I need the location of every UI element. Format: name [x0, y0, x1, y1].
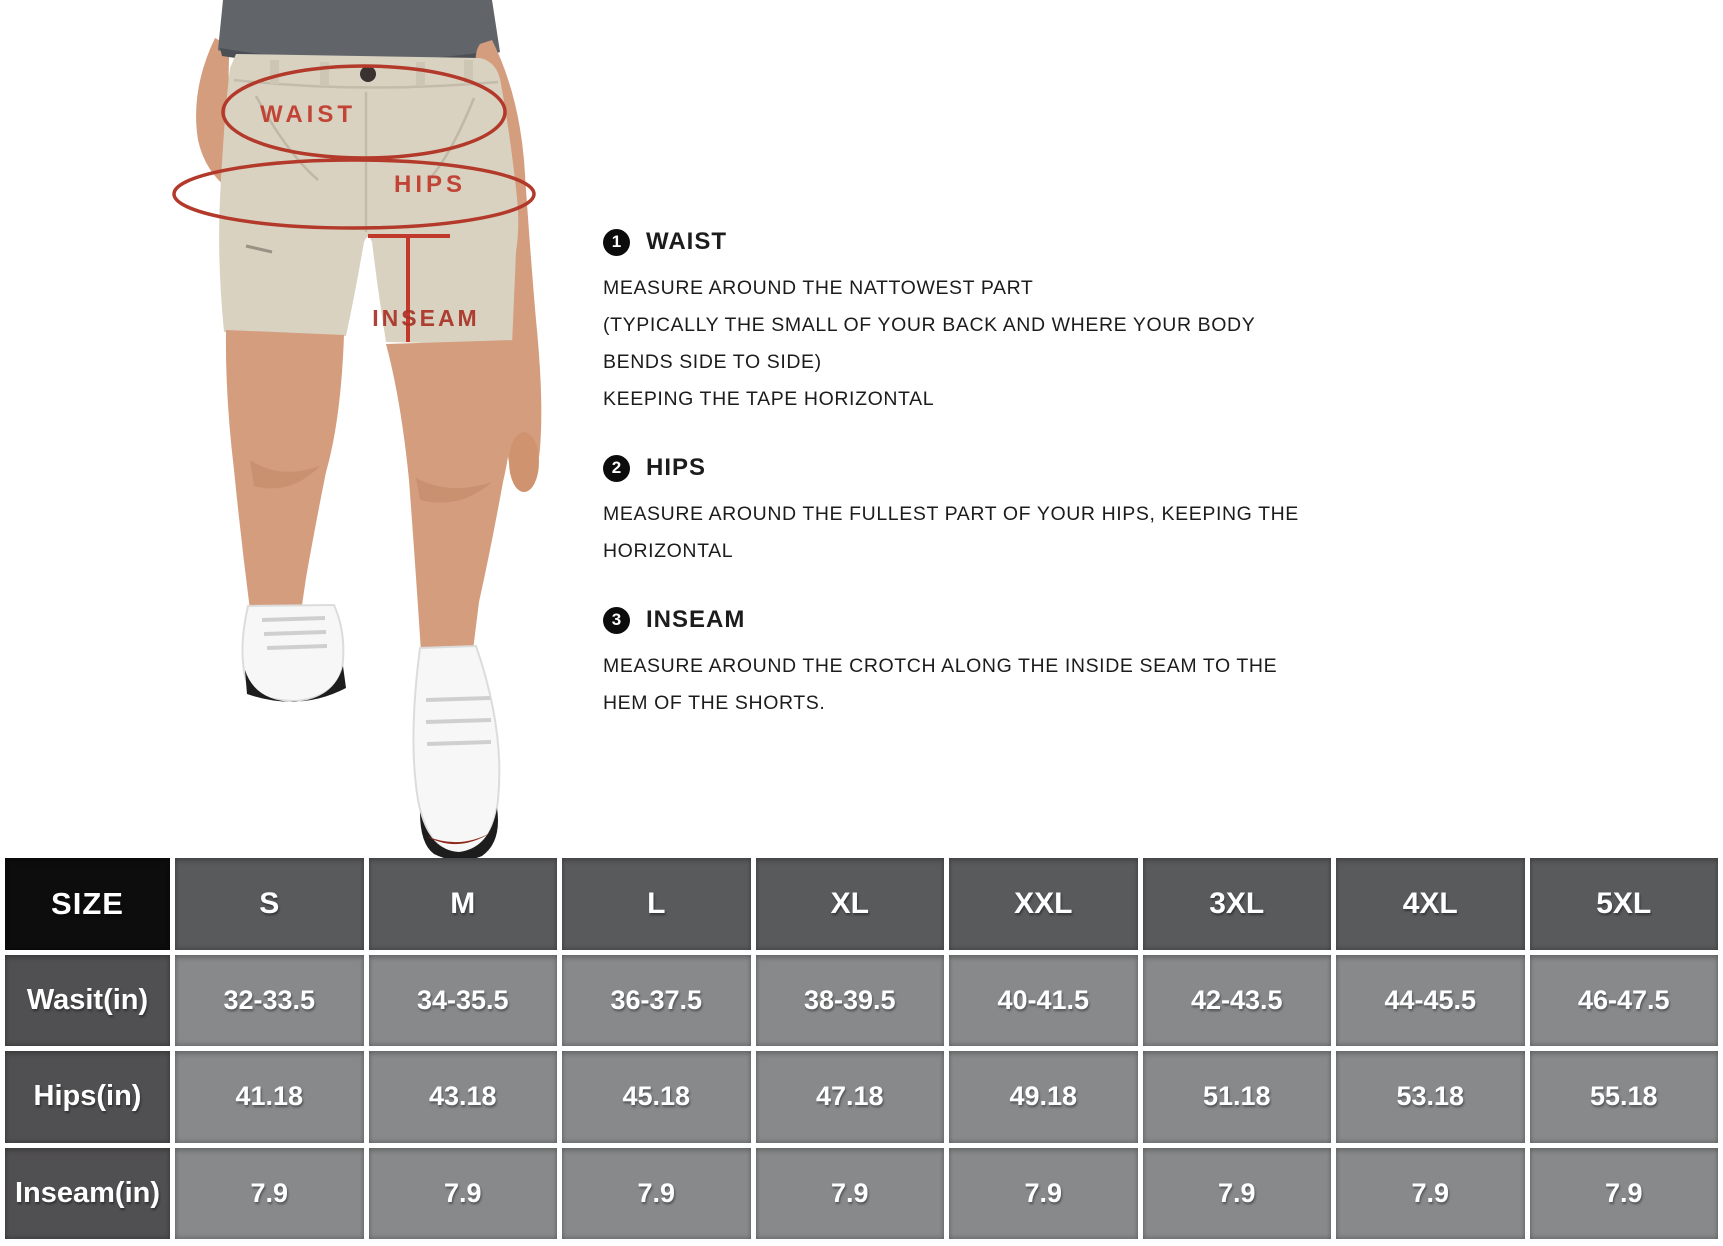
header-cell-s: S: [175, 858, 364, 950]
model-shorts: [219, 54, 518, 345]
table-cell-hips-4xl: 53.18: [1336, 1051, 1525, 1143]
table-cell-waist-4xl: 44-45.5: [1336, 955, 1525, 1047]
table-cell-waist-xl: 38-39.5: [756, 955, 945, 1047]
table-cell-hips-3xl: 51.18: [1143, 1051, 1332, 1143]
hips-annotation-label: HIPS: [393, 171, 467, 198]
model-photo: [120, 0, 600, 858]
header-cell-l: L: [562, 858, 751, 950]
header-cell-size: SIZE: [5, 858, 170, 950]
section-heading: [603, 454, 1403, 482]
row-label-hips: Hips(in): [5, 1051, 170, 1143]
section-title: INSEAM: [646, 606, 746, 633]
instruction-line: MEASURE AROUND THE NATTOWEST PART: [603, 277, 1034, 299]
table-cell-waist-xxl: 40-41.5: [949, 955, 1138, 1047]
table-cell-inseam-s: 7.9: [175, 1148, 364, 1240]
header-cell-xl: XL: [756, 858, 945, 950]
numbered-bullet-icon: 2: [603, 455, 630, 482]
section-heading: [603, 228, 1403, 256]
header-cell-3xl: 3XL: [1143, 858, 1332, 950]
table-cell-hips-m: 43.18: [369, 1051, 558, 1143]
model-left-hand: [509, 432, 539, 492]
table-cell-inseam-xl: 7.9: [756, 1148, 945, 1240]
numbered-bullet-icon: 3: [603, 607, 630, 634]
row-label-waist: Wasit(in): [5, 955, 170, 1047]
waist-annotation-label: WAIST: [260, 101, 356, 128]
instruction-line: (TYPICALLY THE SMALL OF YOUR BACK AND WHERE YOUR BODY: [603, 314, 1256, 336]
table-cell-waist-s: 32-33.5: [175, 955, 364, 1047]
right-shoe: [413, 646, 499, 854]
header-cell-5xl: 5XL: [1530, 858, 1719, 950]
table-cell-waist-l: 36-37.5: [562, 955, 751, 1047]
table-cell-inseam-4xl: 7.9: [1336, 1148, 1525, 1240]
table-cell-hips-xxl: 49.18: [949, 1051, 1138, 1143]
table-cell-inseam-3xl: 7.9: [1143, 1148, 1332, 1240]
table-cell-inseam-m: 7.9: [369, 1148, 558, 1240]
instruction-section-hips: [603, 454, 1403, 570]
table-cell-waist-5xl: 46-47.5: [1530, 955, 1719, 1047]
instruction-line: BENDS SIDE TO SIDE): [603, 351, 822, 373]
table-cell-inseam-xxl: 7.9: [949, 1148, 1138, 1240]
instruction-line: HORIZONTAL: [603, 540, 734, 562]
instruction-line: KEEPING THE TAPE HORIZONTAL: [603, 388, 935, 410]
inseam-annotation-label: INSEAM: [372, 305, 480, 331]
header-cell-xxl: XXL: [949, 858, 1138, 950]
row-label-inseam: Inseam(in): [5, 1148, 170, 1240]
section-title: WAIST: [646, 228, 727, 255]
belt-loop: [416, 62, 425, 86]
instruction-section-waist: [603, 228, 1403, 418]
section-heading: [603, 606, 1403, 634]
instruction-line: MEASURE AROUND THE CROTCH ALONG THE INSIDE SEAM TO THE: [603, 655, 1278, 677]
table-cell-inseam-l: 7.9: [562, 1148, 751, 1240]
header-cell-4xl: 4XL: [1336, 858, 1525, 950]
instruction-line: HEM OF THE SHORTS.: [603, 692, 826, 714]
table-cell-hips-l: 45.18: [562, 1051, 751, 1143]
instruction-section-inseam: [603, 606, 1403, 722]
section-title: HIPS: [646, 454, 707, 481]
model-left-leg: [226, 330, 344, 612]
header-cell-m: M: [369, 858, 558, 950]
belt-loop: [320, 62, 329, 86]
size-chart-table: [5, 858, 1718, 1239]
measuring-instructions: [603, 228, 1403, 758]
table-cell-hips-xl: 47.18: [756, 1051, 945, 1143]
table-cell-waist-3xl: 42-43.5: [1143, 955, 1332, 1047]
instruction-line: MEASURE AROUND THE FULLEST PART OF YOUR HIPS, KEEPING THE: [603, 503, 1299, 525]
model-illustration: [120, 0, 600, 858]
table-cell-inseam-5xl: 7.9: [1530, 1148, 1719, 1240]
belt-loop: [270, 60, 279, 84]
table-cell-waist-m: 34-35.5: [369, 955, 558, 1047]
numbered-bullet-icon: 1: [603, 229, 630, 256]
table-cell-hips-s: 41.18: [175, 1051, 364, 1143]
table-cell-hips-5xl: 55.18: [1530, 1051, 1719, 1143]
shorts-button: [360, 66, 376, 82]
